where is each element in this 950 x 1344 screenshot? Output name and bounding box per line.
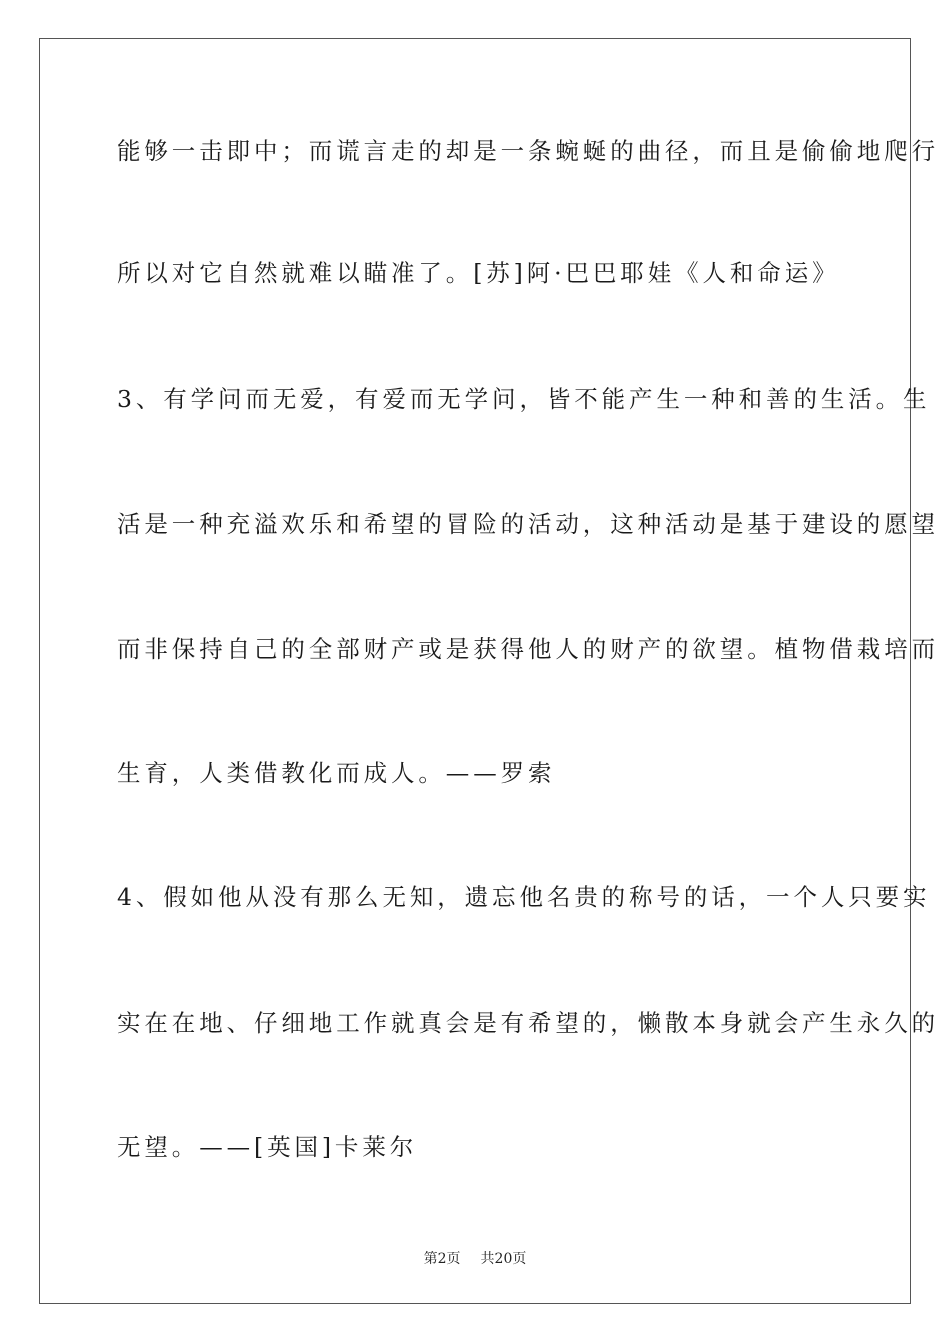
text-line: 3、有学问而无爱，有爱而无学问，皆不能产生一种和善的生活。生	[117, 385, 931, 413]
text-line: 能够一击即中；而谎言走的却是一条蜿蜒的曲径，而且是偷偷地爬行	[117, 137, 939, 165]
text-line: 所以对它自然就难以瞄准了。[苏]阿·巴巴耶娃《人和命运》	[117, 259, 840, 287]
text-line: 实在在地、仔细地工作就真会是有希望的，懒散本身就会产生永久的	[117, 1009, 939, 1037]
page-footer	[0, 1248, 950, 1268]
page-number-current: 第2页	[423, 1251, 461, 1267]
page-frame	[39, 38, 939, 1304]
text-line: 生育，人类借教化而成人。——罗索	[117, 759, 556, 787]
text-line: 无望。——[英国]卡莱尔	[117, 1133, 418, 1161]
text-line: 4、假如他从没有那么无知，遗忘他名贵的称号的话，一个人只要实	[117, 883, 931, 911]
page-number-total: 共20页	[480, 1251, 527, 1267]
text-line: 而非保持自己的全部财产或是获得他人的财产的欲望。植物借栽培而	[117, 635, 939, 663]
text-line: 活是一种充溢欢乐和希望的冒险的活动，这种活动是基于建设的愿望	[117, 510, 939, 538]
